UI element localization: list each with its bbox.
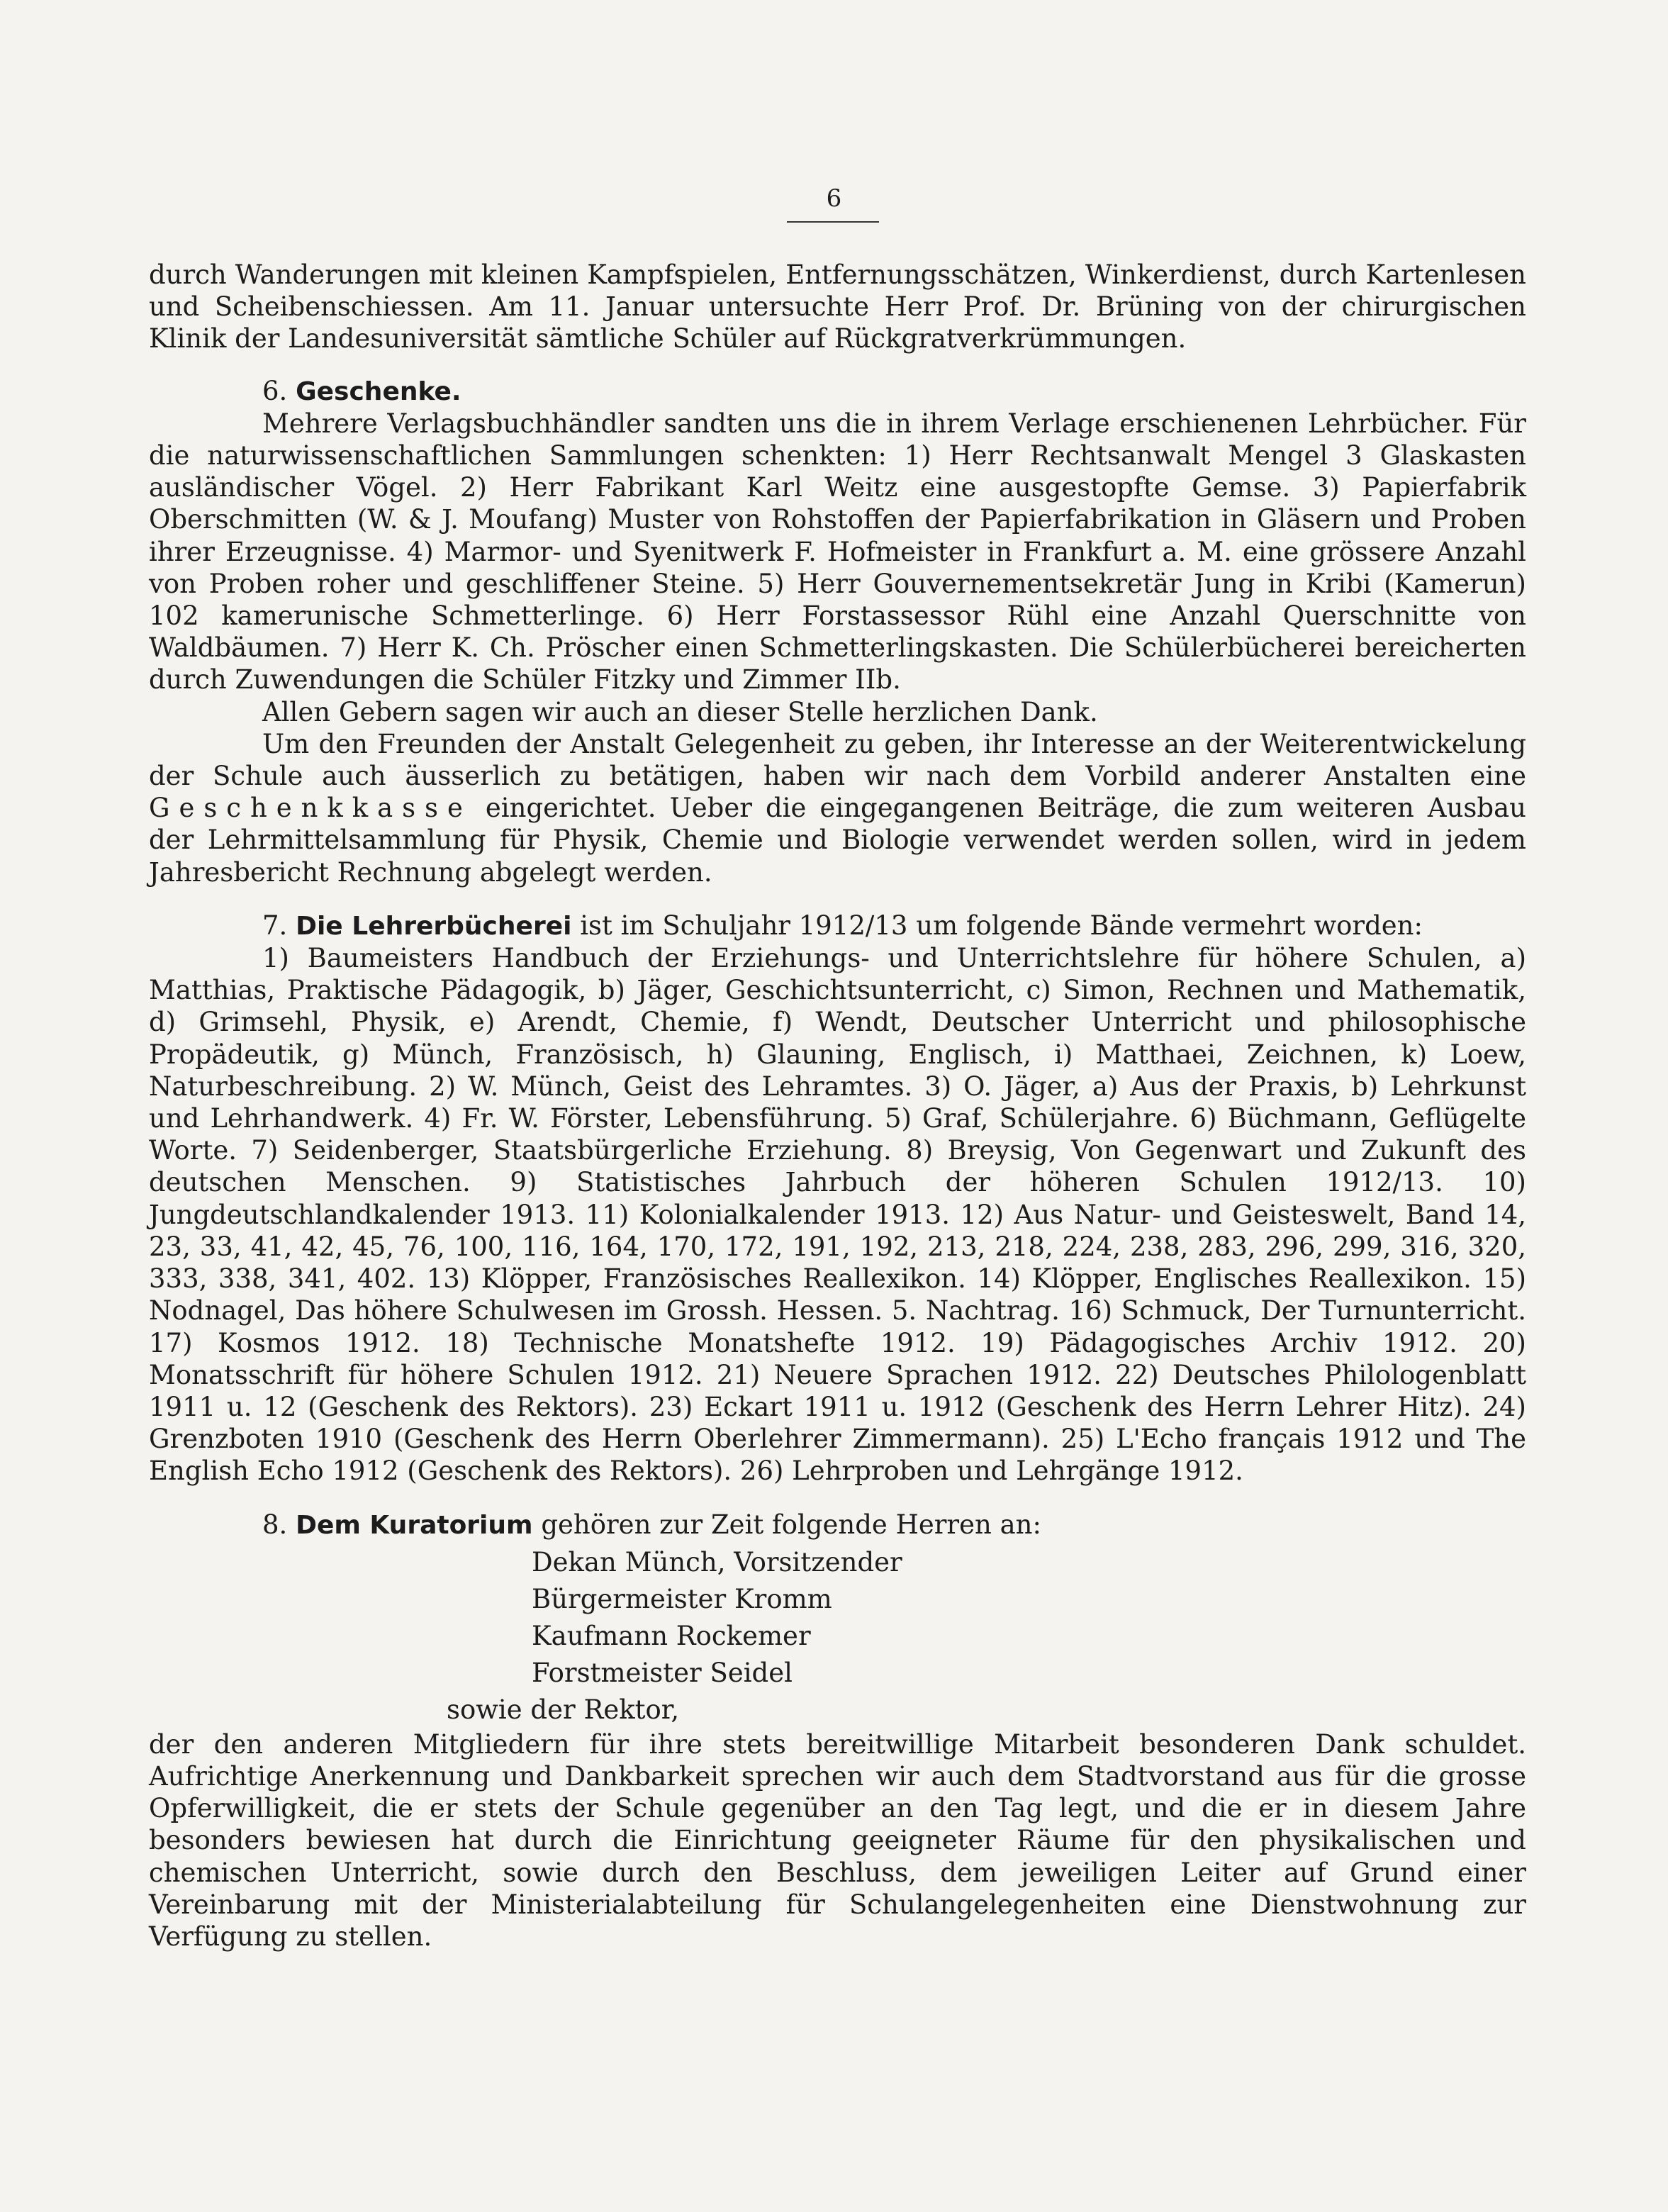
page-number-rule: [787, 221, 879, 223]
closing-paragraph: der den anderen Mitgliedern für ihre stets bereitwillige Mitarbeit besonderen Dank schuldet. Aufrichtige Anerkennung und Dankbarkeit sprechen wir auch dem Stadtvorstand aus für die grosse Opferwilligkeit, die er stets der Schule gegenüber an den Tag legt, und die er in diesem Jahre besonders bewiesen hat durch die Einrichtung geeigneter Räume für den physikalischen und chemischen Unterricht, sowie durch den Beschluss, dem jeweiligen Leiter auf Grund einer Vereinbarung mit der Ministerialabteilung für Schulangelegenheiten eine Dienstwohnung zur Verfügung zu stellen.: [149, 1728, 1526, 1952]
section-7-lead: ist im Schuljahr 1912/13 um folgende Bände vermehrt worden:: [580, 910, 1423, 941]
section-8-heading: [149, 1509, 1526, 1541]
section-8-number: 8.: [262, 1509, 288, 1540]
section-6-number: 6.: [262, 375, 288, 406]
section-7-number: 7.: [262, 910, 288, 941]
page-body: [149, 259, 1526, 1953]
kuratorium-member: Forstmeister Seidel: [532, 1657, 793, 1688]
kuratorium-member: Kaufmann Rockemer: [532, 1620, 811, 1651]
kuratorium-member: Dekan Münch, Vorsitzender: [532, 1546, 902, 1577]
sowie-line: sowie der Rektor,: [447, 1694, 680, 1725]
section-8-title: Dem Kuratorium: [296, 1510, 533, 1540]
section-6-paragraph-2: Allen Gebern sagen wir auch an dieser Stelle herzlichen Dank.: [262, 696, 1098, 727]
section-7-title: Die Lehrerbücherei: [296, 911, 572, 941]
section-6-paragraph-3: [149, 728, 1526, 888]
kuratorium-members: [149, 1544, 1526, 1692]
page-number: 6: [826, 184, 842, 213]
section-6-heading: [149, 375, 1526, 408]
kuratorium-member: Bürgermeister Kromm: [532, 1583, 832, 1614]
section-6-p3-text-after: eingerichtet. Ueber die eingegangenen Beiträge, die zum weiteren Ausbau der Lehrmittelsammlung für Physik, Chemie und Biologie verwendet werden sollen, wird in jedem Jahresbericht Rechnung abgelegt werden.: [149, 793, 1526, 888]
section-6-paragraph-1: Mehrere Verlagsbuchhändler sandten uns die in ihrem Verlage erschienenen Lehrbücher. Für die naturwissenschaftlichen Sammlungen schenkten: 1) Herr Rechtsanwalt Mengel 3 Glaskasten ausländischer Vögel. 2) Herr Fabrikant Karl Weitz eine ausgestopfte Gemse. 3) Papierfabrik Oberschmitten (W. & J. Moufang) Muster von Rohstoffen der Papierfabrikation in Gläsern und Proben ihrer Erzeugnisse. 4) Marmor- und Syenitwerk F. Hofmeister in Frankfurt a. M. eine grössere Anzahl von Proben roher und geschliffener Steine. 5) Herr Gouvernementsekretär Jung in Kribi (Kamerun) 102 kamerunische Schmetterlinge. 6) Herr Forstassessor Rühl eine Anzahl Querschnitte von Waldbäumen. 7) Herr K. Ch. Pröscher einen Schmetterlingskasten. Die Schülerbücherei bereicherten durch Zuwendungen die Schüler Fitzky und Zimmer IIb.: [149, 408, 1526, 696]
section-6-p3-text-before: Um den Freunden der Anstalt Gelegenheit zu geben, ihr Interesse an der Weiterentwickelung der Schule auch äusserlich zu betätigen, haben wir nach dem Vorbild anderer Anstalten eine: [149, 728, 1526, 792]
section-7-heading: [149, 910, 1526, 942]
intro-paragraph: durch Wanderungen mit kleinen Kampfspielen, Entfernungsschätzen, Winkerdienst, durch Kartenlesen und Scheibenschiessen. Am 11. Januar untersuchte Herr Prof. Dr. Brüning von der chirurgischen Klinik der Landesuniversität sämtliche Schüler auf Rückgratverkrümmungen.: [149, 259, 1526, 354]
section-7-book-list: 1) Baumeisters Handbuch der Erziehungs- und Unterrichtslehre für höhere Schulen, a) Matthias, Praktische Pädagogik, b) Jäger, Geschichtsunterricht, c) Simon, Rechnen und Mathematik, d) Grimsehl, Physik, e) Arendt, Chemie, f) Wendt, Deutscher Unterricht und philosophische Propädeutik, g) Münch, Französisch, h) Glauning, Englisch, i) Matthaei, Zeichnen, k) Loew, Naturbeschreibung. 2) W. Münch, Geist des Lehramtes. 3) O. Jäger, a) Aus der Praxis, b) Lehrkunst und Lehrhandwerk. 4) Fr. W. Förster, Lebensführung. 5) Graf, Schülerjahre. 6) Büchmann, Geflügelte Worte. 7) Seidenberger, Staatsbürgerliche Erziehung. 8) Breysig, Von Gegenwart und Zukunft des deutschen Menschen. 9) Statistisches Jahrbuch der höheren Schulen 1912/13. 10) Jungdeutschlandkalender 1913. 11) Kolonialkalender 1913. 12) Aus Natur- und Geisteswelt, Band 14, 23, 33, 41, 42, 45, 76, 100, 116, 164, 170, 172, 191, 192, 213, 218, 224, 238, 283, 296, 299, 316, 320, 333, 338, 341, 402. 13) Klöpper, Französisches Reallexikon. 14) Klöpper, Englisches Reallexikon. 15) Nodnagel, Das höhere Schulwesen im Grossh. Hessen. 5. Nachtrag. 16) Schmuck, Der Turnunterricht. 17) Kosmos 1912. 18) Technische Monatshefte 1912. 19) Pädagogisches Archiv 1912. 20) Monatsschrift für höhere Schulen 1912. 21) Neuere Sprachen 1912. 22) Deutsches Philologenblatt 1911 u. 12 (Geschenk des Rektors). 23) Eckart 1911 u. 1912 (Geschenk des Herrn Lehrer Hitz). 24) Grenzboten 1910 (Geschenk des Herrn Oberlehrer Zimmermann). 25) L'Echo français 1912 und The English Echo 1912 (Geschenk des Rektors). 26) Lehrproben und Lehrgänge 1912.: [149, 943, 1526, 1487]
section-6-spaced-term: Geschenkkasse: [149, 793, 472, 824]
section-8-lead: gehören zur Zeit folgende Herren an:: [541, 1509, 1041, 1540]
section-6-title: Geschenke.: [296, 376, 461, 406]
